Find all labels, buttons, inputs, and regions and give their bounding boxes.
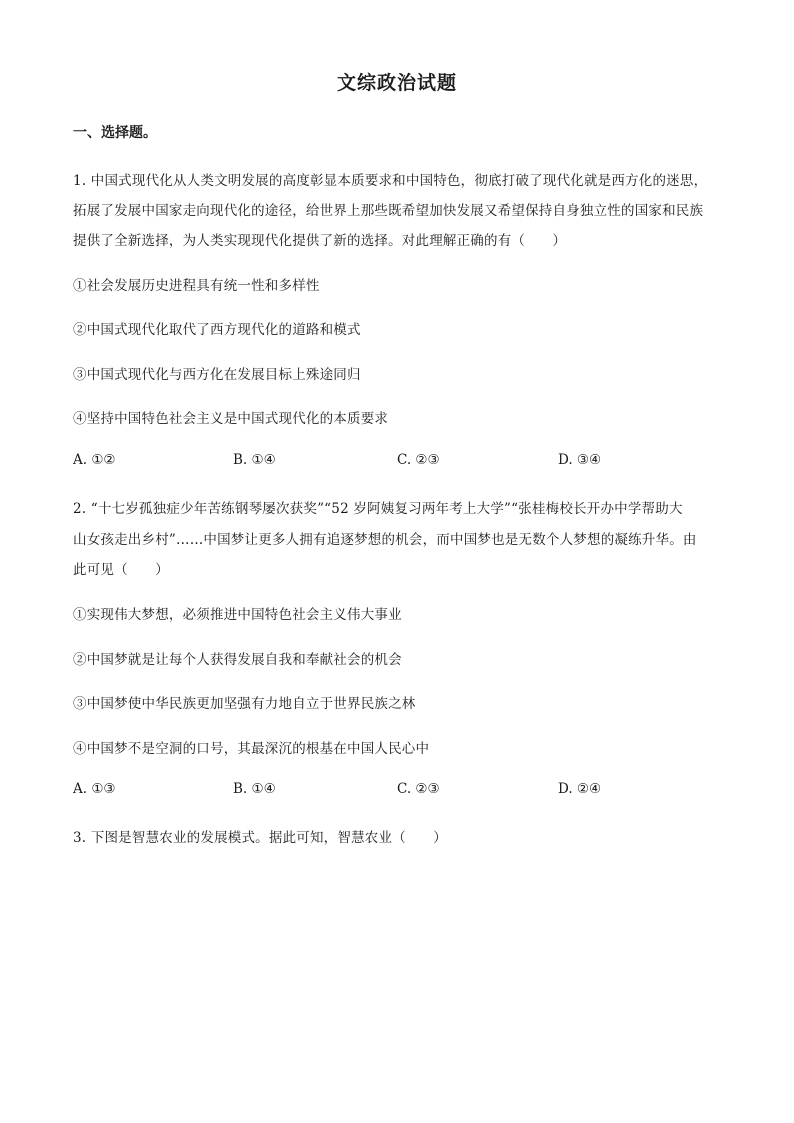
question-2-statement-4: ④中国梦不是空洞的口号，其最深沉的根基在中国人民心中: [73, 741, 430, 757]
question-1-stem-line-2: 拓展了发展中国家走向现代化的途径，给世界上那些既希望加快发展又希望保持自身独立性的国家和民族: [73, 203, 704, 219]
question-2-statement-3: ③中国梦使中华民族更加坚强有力地自立于世界民族之林: [73, 696, 416, 712]
question-1-stem-line-3: 提供了全新选择，为人类实现现代化提供了新的选择。对此理解正确的有（ ）: [73, 233, 567, 249]
question-1-stem-line-1: 1. 中国式现代化从人类文明发展的高度彰显本质要求和中国特色，彻底打破了现代化就是西方化的迷思，: [73, 173, 708, 189]
question-2-statement-2: ②中国梦就是让每个人获得发展自我和奉献社会的机会: [73, 652, 402, 668]
section-heading: 一、选择题。: [73, 125, 157, 141]
question-1-statement-1: ①社会发展历史进程具有统一性和多样性: [73, 278, 320, 294]
question-1-statement-4: ④坚持中国特色社会主义是中国式现代化的本质要求: [73, 411, 389, 427]
question-2-option-b: B. ①④: [233, 781, 276, 797]
question-1-option-a: A. ①②: [73, 452, 116, 468]
question-1-statement-2: ②中国式现代化取代了西方现代化的道路和模式: [73, 322, 361, 338]
question-1-option-b: B. ①④: [233, 452, 276, 468]
question-1-statement-3: ③中国式现代化与西方化在发展目标上殊途同归: [73, 367, 361, 383]
question-1-option-d: D. ③④: [558, 452, 602, 468]
page-title: 文综政治试题: [336, 72, 457, 94]
question-2-stem-line-1: 2. “十七岁孤独症少年苦练钢琴屡次获奖”“52 岁阿姨复习两年考上大学”“张桂梅校长开办中学帮助大: [73, 501, 683, 517]
question-2-option-a: A. ①③: [73, 781, 116, 797]
question-1-option-c: C. ②③: [397, 452, 440, 468]
question-2-option-c: C. ②③: [397, 781, 440, 797]
question-2-statement-1: ①实现伟大梦想，必须推进中国特色社会主义伟大事业: [73, 607, 402, 623]
question-2-stem-line-2: 山女孩走出乡村”……中国梦让更多人拥有追逐梦想的机会，而中国梦也是无数个人梦想的凝练升华。由: [73, 532, 697, 548]
question-3-stem-line-1: 3. 下图是智慧农业的发展模式。据此可知，智慧农业（ ）: [73, 830, 447, 846]
question-2-stem-line-3: 此可见（ ）: [73, 562, 169, 578]
question-2-option-d: D. ②④: [558, 781, 602, 797]
